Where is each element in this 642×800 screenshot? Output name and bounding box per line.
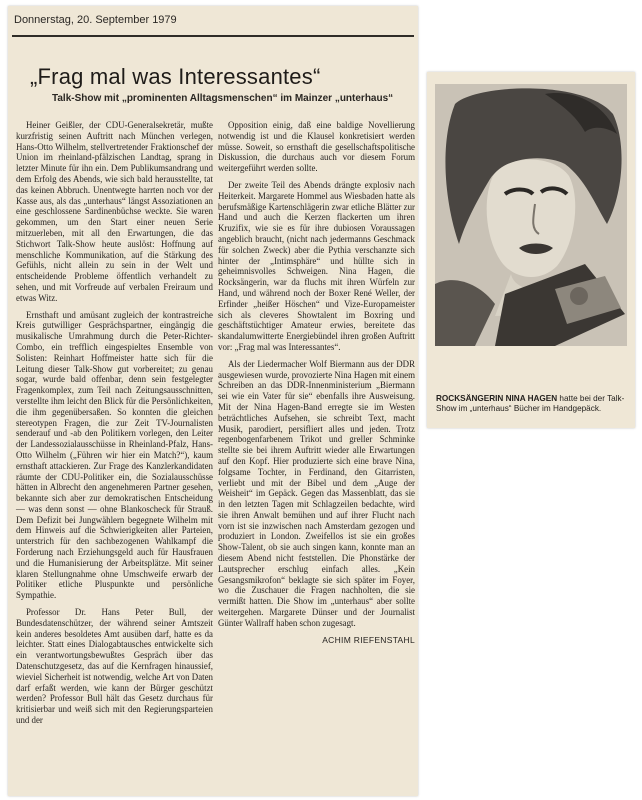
photo-clipping bbox=[427, 72, 635, 428]
author-byline: ACHIM RIEFENSTAHL bbox=[322, 634, 415, 645]
caption-text: hatte bei der Talk-Show im „unterhaus“ Bücher im Handgepäck. bbox=[436, 394, 625, 413]
caption-name: ROCKSÄNGERIN NINA HAGEN bbox=[436, 394, 558, 403]
paragraph: Heiner Geißler, der CDU-Generalsekretär, mußte kurzfristig seinen Auftritt nach München verlegen, Hans-Otto Wilhelm, stellvertretender Fraktionschef der Union im rheinland-pfälzischen Landtag, sprang in letzter Minute für ihn ein. Dem Publikumsandrang und dem Erfolg des Abends, wie sich bald herausstellte, tat das keinen Abbruch. Unentwegte harrten noch vor der Kasse aus, als das „unterhaus“ längst Assoziationen an eine geschlossene Sardinenbüchse weckte. Sie waren gekommen, um den Start einer neuen Serie mitzuerleben, mit all den Erwartungen, die das Stichwort Talk-Show heute auslöst: Hoffnung auf menschliche Kommunikation, auf die Stärkung des Gefühls, nicht allein zu sein in der Welt und entscheidende Probleme öffentlich verhandelt zu sehen, und mit Vorfreude auf verbalen Freiraum und etwas Witz. bbox=[16, 120, 213, 303]
headline: „Frag mal was Interessantes“ bbox=[30, 64, 321, 89]
subheadline: Talk-Show mit „prominenten Alltagsmenschen“ im Mainzer „unterhaus“ bbox=[52, 93, 394, 104]
article-column-2 bbox=[218, 120, 415, 645]
header-rule bbox=[12, 35, 414, 37]
paragraph: Professor Dr. Hans Peter Bull, der Bundesdatenschützer, der während seiner Amtszeit kein anderes besoldetes Amt ausüben darf, hatte es da leichter. Statt eines Dialogabtausches entwickelte sich ein verantwortungsbewußtes Gespräch über das Datenschutzgesetz, das auf die Kernfragen hinaussief, wieviel Sicherheit ist notwendig, welche Art von Daten darf erfaßt werden, wie kann der Bürger geschützt werden? Professor Bull hält das Gesetz durchaus für kritisierbar und weiß sich mit den Regierungsparteien und der bbox=[16, 607, 213, 726]
article-column-1 bbox=[16, 120, 213, 732]
paragraph: Der zweite Teil des Abends drängte explosiv nach Heiterkeit. Margarete Hommel aus Wiesbaden hatte als berufsmäßige Kartenschlägerin zwar etliche Blätter zur Hand und auch die Kerzen flackerten um ihren Kruzifix, wie sie es für ihre dubiosen Voraussagen angeblich braucht, (nicht nach jedermanns Geschmack für solchen Zweck) aber die Pythia verschanzte sich hinter der „Intimsphäre“ und hüllte sich in geheimnisvolles Schweigen. Nina Hagen, die Rocksängerin, war da fluchs mit ihren Würfeln zur Hand, und während noch der Boxer René Weller, der Erfinder „heißer Höschen“ und Vize-Europameister sich als cleveres Showtalent im Boxring und geschäftstüchtiger Amateur erwies, bereitete das skandalumwitterte Energiebündel ihren großen Auftritt vor: „Frag mal was Interessantes“. bbox=[218, 179, 415, 352]
photo-caption bbox=[436, 394, 628, 414]
dateline: Donnerstag, 20. September 1979 bbox=[14, 14, 177, 26]
paragraph: Ernsthaft und amüsant zugleich der kontrastreiche Kreis gutwilliger Gesprächspartner, eingängig die musikalische Umrahmung durch die Peter-Richter-Combo, ein trefflich eingespieltes Ensemble von Solisten: Reinhart Hoffmeister hatte sich für die Leitung dieser Talk-Show gut vorbereitet; zu genau sogar, wurde bald offenbar, denn sein festgelegter Fragenkomplex, zum Teil nach Zeitungsausschnitten, verstellte ihm leicht den Blick für die Persönlichkeiten, die ihm gegenübersaßen. So konnten die gleichen stereotypen Fragen, die zur Zeit TV-Journalisten senderauf und -ab den Politikern vorlegen, den Leiter der Landessozialausschüsse in Rheinland-Pfalz, Hans-Otto Wilhelm („Führen wir hier ein Match?“), kaum ernsthaft attackieren. Zur Frage des Kanzlerkandidaten räumte der CDU-Politiker ein, die Sozialausschüsse hätten in Albrecht den angenehmeren Partner gesehen, bekannte sich aber zur demokratischen Entscheidung — was denn sonst — ohne Blankoscheck für Strauß. Dem Defizit bei Jungwählern begegnete Wilhelm mit dem Hinweis auf die Schwierigkeiten aller Parteien, unterstrich für den sachbezogenen Wahlkampf die Forderung nach Erziehungsgeld auch für Hausfrauen und die Humanisierung der Arbeitsplätze. Mit seiner klaren Stellungnahme ohne Umschweife erwarb der Politiker etliche Pluspunkte und persönliche Sympathie. bbox=[16, 309, 213, 601]
paragraph: Opposition einig, daß eine baldige Novellierung notwendig ist und die Klausel konkretisiert werden müsse. Soweit, so ernsthaft die gesellschaftspolitische Diskussion, die durchaus auch vor diesem Forum weitergeführt werden sollte. bbox=[218, 120, 415, 174]
newspaper-clipping bbox=[8, 6, 418, 796]
paragraph: Als der Liedermacher Wolf Biermann aus der DDR ausgewiesen wurde, provozierte Nina Hagen mit einem Schreiben an das DDR-Innenministerium „Biermann sei wie ein Vater für sie“ ebenfalls ihre Ausweisung. Mit der Nina Hagen-Band erregte sie im Westen beträchtliches Aufsehen, sie schreibt Text, macht Musik, parodiert, persifliert alles und jeden. Trotz regenbogenfarbenem Trikot und greller Schminke stellte sie bei ihrem Auftritt wieder alle Erwartungen auf den Kopf. Hier produzierte sich eine brave Nina, folgsame Tochter, in Ferdinand, den Gitarristen, verliebt und mit der Bibel und dem „Auge der Weisheit“ im Gepäck. Gegen das Massenblatt, das sie in den letzten Tagen mit Schlagzeilen bedachte, wird sie ihren Anwalt bemühen und auf ihrer Flucht nach vorn ist sie inzwischen nach Amsterdam gezogen und produziert in London. Zweifellos ist sie ein großes Show-Talent, ob sie auch singen kann, konnte man an diesem Abend nicht feststellen. Die Phonstärke der Lautsprecher erschlug einfach alles. „Kein Gesangsmikrofon“ beklagte sie sich später im Foyer, wo die Zuschauer die Fragen nachholten, die sie vermißt hatten. Die Show im „unterhaus“ aber sollte weitergehen. Margarete Dünser und der Journalist Günter Wallraff haben schon zugesagt. bbox=[218, 358, 415, 628]
portrait-photo bbox=[435, 84, 627, 346]
